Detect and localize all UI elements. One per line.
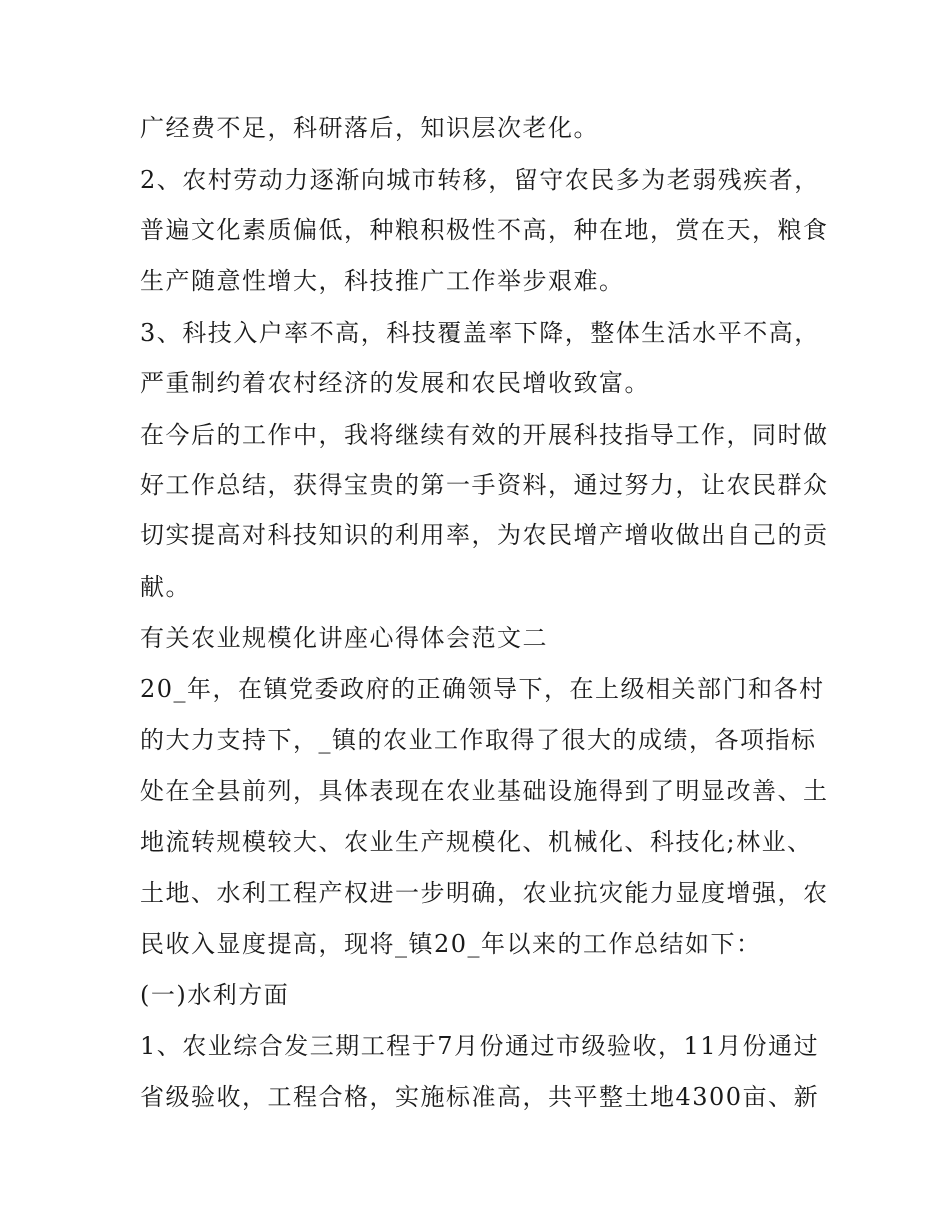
- text-line: 的大力支持下，_镇的农业工作取得了很大的成绩，各项指标: [140, 726, 817, 754]
- subsection-heading: (一)水利方面: [140, 981, 290, 1009]
- section-heading: 有关农业规模化讲座心得体会范文二: [140, 624, 548, 652]
- text-line: 严重制约着农村经济的发展和农民增收致富。: [140, 369, 650, 397]
- text-line: 广经费不足，科研落后，知识层次老化。: [140, 114, 599, 142]
- text-line: 普遍文化素质偏低，种粮积极性不高，种在地，赏在天，粮食: [140, 216, 829, 244]
- text-line: 20_年，在镇党委政府的正确领导下，在上级相关部门和各村: [140, 675, 825, 703]
- text-line: 民收入显度提高，现将_镇20_年以来的工作总结如下：: [140, 930, 762, 958]
- text-line: 处在全县前列，具体表现在农业基础设施得到了明显改善、土: [140, 777, 829, 805]
- text-line: 生产随意性增大，科技推广工作举步艰难。: [140, 267, 625, 295]
- text-line: 3、科技入户率不高，科技覆盖率下降，整体生活水平不高，: [140, 319, 820, 347]
- text-line: 地流转规模较大、农业生产规模化、机械化、科技化;林业、: [140, 828, 813, 856]
- text-line: 1、农业综合发三期工程于7月份通过市级验收，11月份通过: [140, 1032, 820, 1060]
- text-line: 省级验收，工程合格，实施标准高，共平整土地4300亩、新: [140, 1083, 820, 1111]
- text-line: 在今后的工作中，我将继续有效的开展科技指导工作，同时做: [140, 421, 829, 449]
- text-line: 2、农村劳动力逐渐向城市转移，留守农民多为老弱残疾者，: [140, 166, 820, 194]
- text-line: 献。: [140, 573, 191, 601]
- text-line: 土地、水利工程产权进一步明确，农业抗灾能力显度增强，农: [140, 879, 829, 907]
- text-line: 切实提高对科技知识的利用率，为农民增产增收做出自己的贡: [140, 521, 829, 549]
- text-line: 好工作总结，获得宝贵的第一手资料，通过努力，让农民群众: [140, 471, 829, 499]
